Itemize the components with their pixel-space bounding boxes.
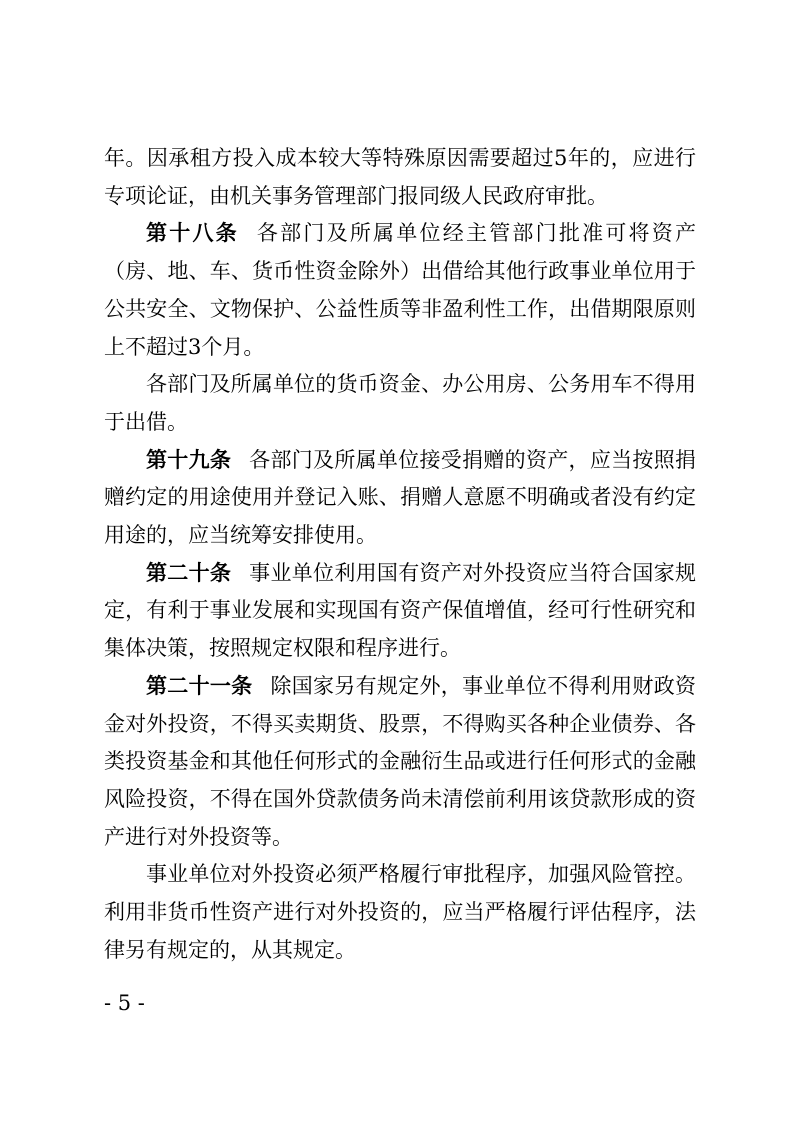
paragraph-text: 事业单位对外投资必须严格履行审批程序，加强风险管控。利用非货币性资产进行对外投资的，应当严格履行评估程序，法律另有规定的，从其规定。: [104, 862, 696, 962]
article-19-paragraph: [104, 442, 696, 555]
article-21-sub-paragraph: [104, 856, 696, 969]
article-18-paragraph: [104, 215, 696, 366]
paragraph-text: 各部门及所属单位接受捐赠的资产，应当按照捐赠约定的用途使用并登记入账、捐赠人意愿不明确或者没有约定用途的，应当统筹安排使用。: [104, 447, 697, 548]
article-18-sub-paragraph: [104, 366, 696, 441]
article-title: 第二十一条: [146, 673, 253, 698]
paragraph-text: 除国家另有规定外，事业单位不得利用财政资金对外投资，不得买卖期货、股票，不得购买各种企业债券、各类投资基金和其他任何形式的金融衍生品或进行任何形式的金融风险投资，不得在国外贷款债务尚未清偿前利用该贷款形成的资产进行对外投资等。: [104, 673, 697, 849]
paragraph-text: 各部门及所属单位的货币资金、办公用房、公务用车不得用于出借。: [104, 372, 696, 434]
paragraph-text: 事业单位利用国有资产对外投资应当符合国家规定，有利于事业发展和实现国有资产保值增值，经可行性研究和集体决策，按照规定权限和程序进行。: [104, 560, 697, 661]
page-number: - 5 -: [104, 991, 145, 1015]
article-21-paragraph: [104, 668, 696, 857]
paragraph-text: 年。因承租方投入成本较大等特殊原因需要超过5年的，应进行专项论证，由机关事务管理部门报同级人民政府审批。: [104, 146, 696, 208]
paragraph-continuation: [104, 140, 696, 215]
article-title: 第二十条: [146, 560, 232, 585]
article-20-paragraph: [104, 555, 696, 668]
article-title: 第十八条: [146, 221, 239, 246]
article-title: 第十九条: [146, 447, 232, 472]
paragraph-text: 各部门及所属单位经主管部门批准可将资产（房、地、车、货币性资金除外）出借给其他行政事业单位用于公共安全、文物保护、公益性质等非盈利性工作，出借期限原则上不超过3个月。: [104, 221, 697, 359]
document-body: [104, 140, 696, 969]
